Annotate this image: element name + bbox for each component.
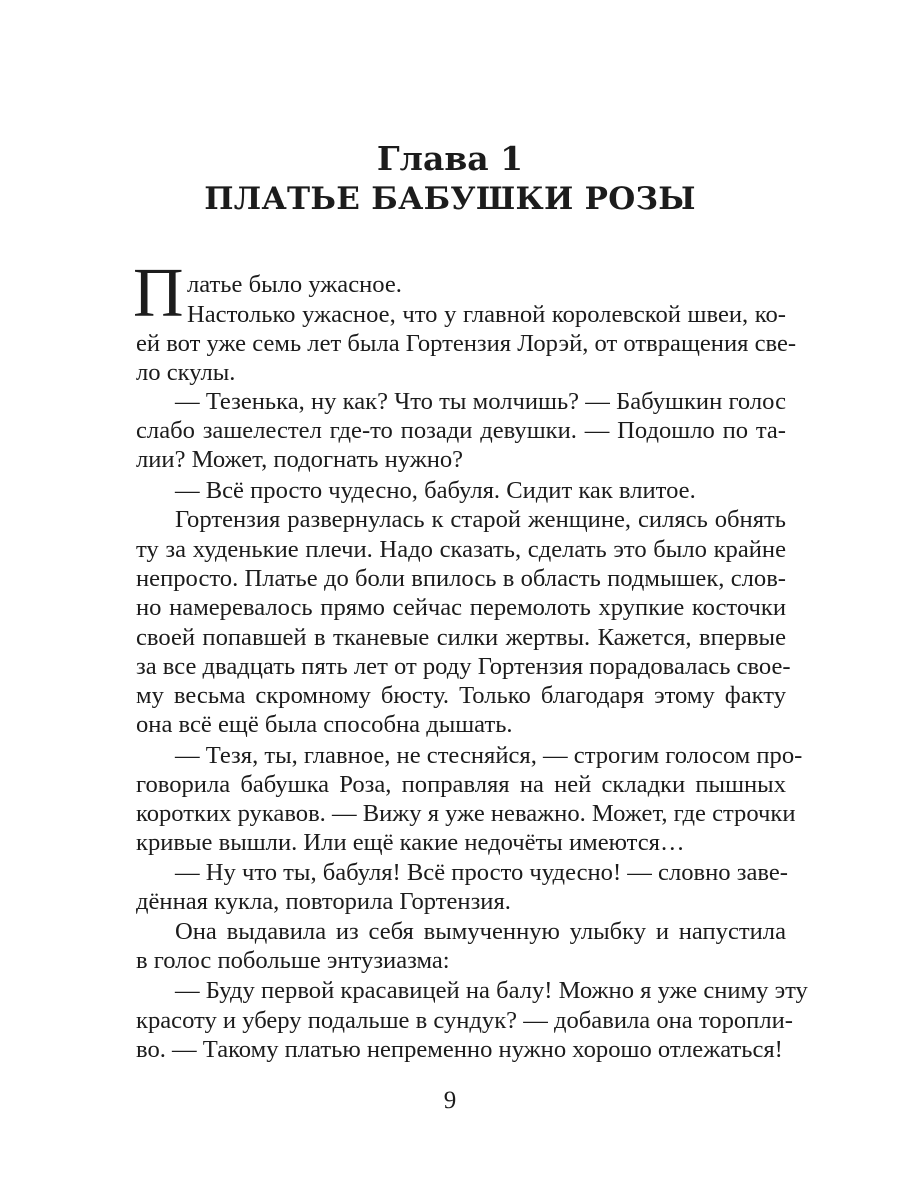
text-line: красоту и уберу подальше в сундук? — добавила она торопли- — [136, 1007, 793, 1034]
text-line: ей вот уже семь лет была Гортензия Лорэй, от отвращения све- — [136, 330, 797, 357]
text-line: Настолько ужасное, что у главной королевской швеи, ко- — [187, 301, 786, 328]
text-line: кривые вышли. Или ещё какие недочёты имеются… — [136, 829, 685, 856]
text-line: ту за худенькие плечи. Надо сказать, сделать это было крайне — [136, 536, 786, 563]
text-line: она всё ещё была способна дышать. — [136, 711, 513, 738]
chapter-number: Глава 1 — [376, 139, 524, 178]
text-line: непросто. Платье до боли впилось в область подмышек, слов- — [136, 565, 786, 592]
text-line: коротких рукавов. — Вижу я уже неважно. Может, где строчки — [136, 800, 796, 827]
text-line: — Всё просто чудесно, бабуля. Сидит как влитое. — [175, 477, 696, 504]
text-line: слабо зашелестел где-то позади девушки. — Подошло по та- — [136, 417, 786, 444]
text-line: дённая кукла, повторила Гортензия. — [136, 888, 511, 915]
drop-cap: П — [133, 255, 184, 332]
text-line: своей попавшей в тканевые силки жертвы. Кажется, впервые — [136, 624, 786, 651]
text-line: за все двадцать пять лет от роду Гортензия порадовалась свое- — [136, 653, 791, 680]
text-line: во. — Такому платью непременно нужно хорошо отлежаться! — [136, 1036, 783, 1063]
text-line: — Тезя, ты, главное, не стесняйся, — строгим голосом про- — [175, 742, 803, 769]
text-line: Она выдавила из себя вымученную улыбку и напустила — [175, 918, 786, 945]
text-line: Гортензия развернулась к старой женщине, силясь обнять — [175, 506, 786, 533]
text-line: ло скулы. — [136, 359, 236, 386]
text-line: — Буду первой красавицей на балу! Можно я уже сниму эту — [175, 977, 808, 1004]
text-line: — Тезенька, ну как? Что ты молчишь? — Бабушкин голос — [175, 388, 786, 415]
text-line: в голос побольше энтузиазма: — [136, 947, 450, 974]
text-line: му весьма скромному бюсту. Только благодаря этому факту — [136, 682, 786, 709]
text-line: но намеревалось прямо сейчас перемолоть хрупкие косточки — [136, 594, 786, 621]
chapter-title: ПЛАТЬЕ БАБУШКИ РОЗЫ — [204, 181, 696, 217]
text-line: латье было ужасное. — [187, 271, 402, 298]
text-line: — Ну что ты, бабуля! Всё просто чудесно! — словно заве- — [175, 859, 788, 886]
text-line: лии? Может, подогнать нужно? — [136, 446, 464, 473]
page-number: 9 — [443, 1087, 457, 1114]
text-line: говорила бабушка Роза, поправляя на ней складки пышных — [136, 771, 786, 798]
